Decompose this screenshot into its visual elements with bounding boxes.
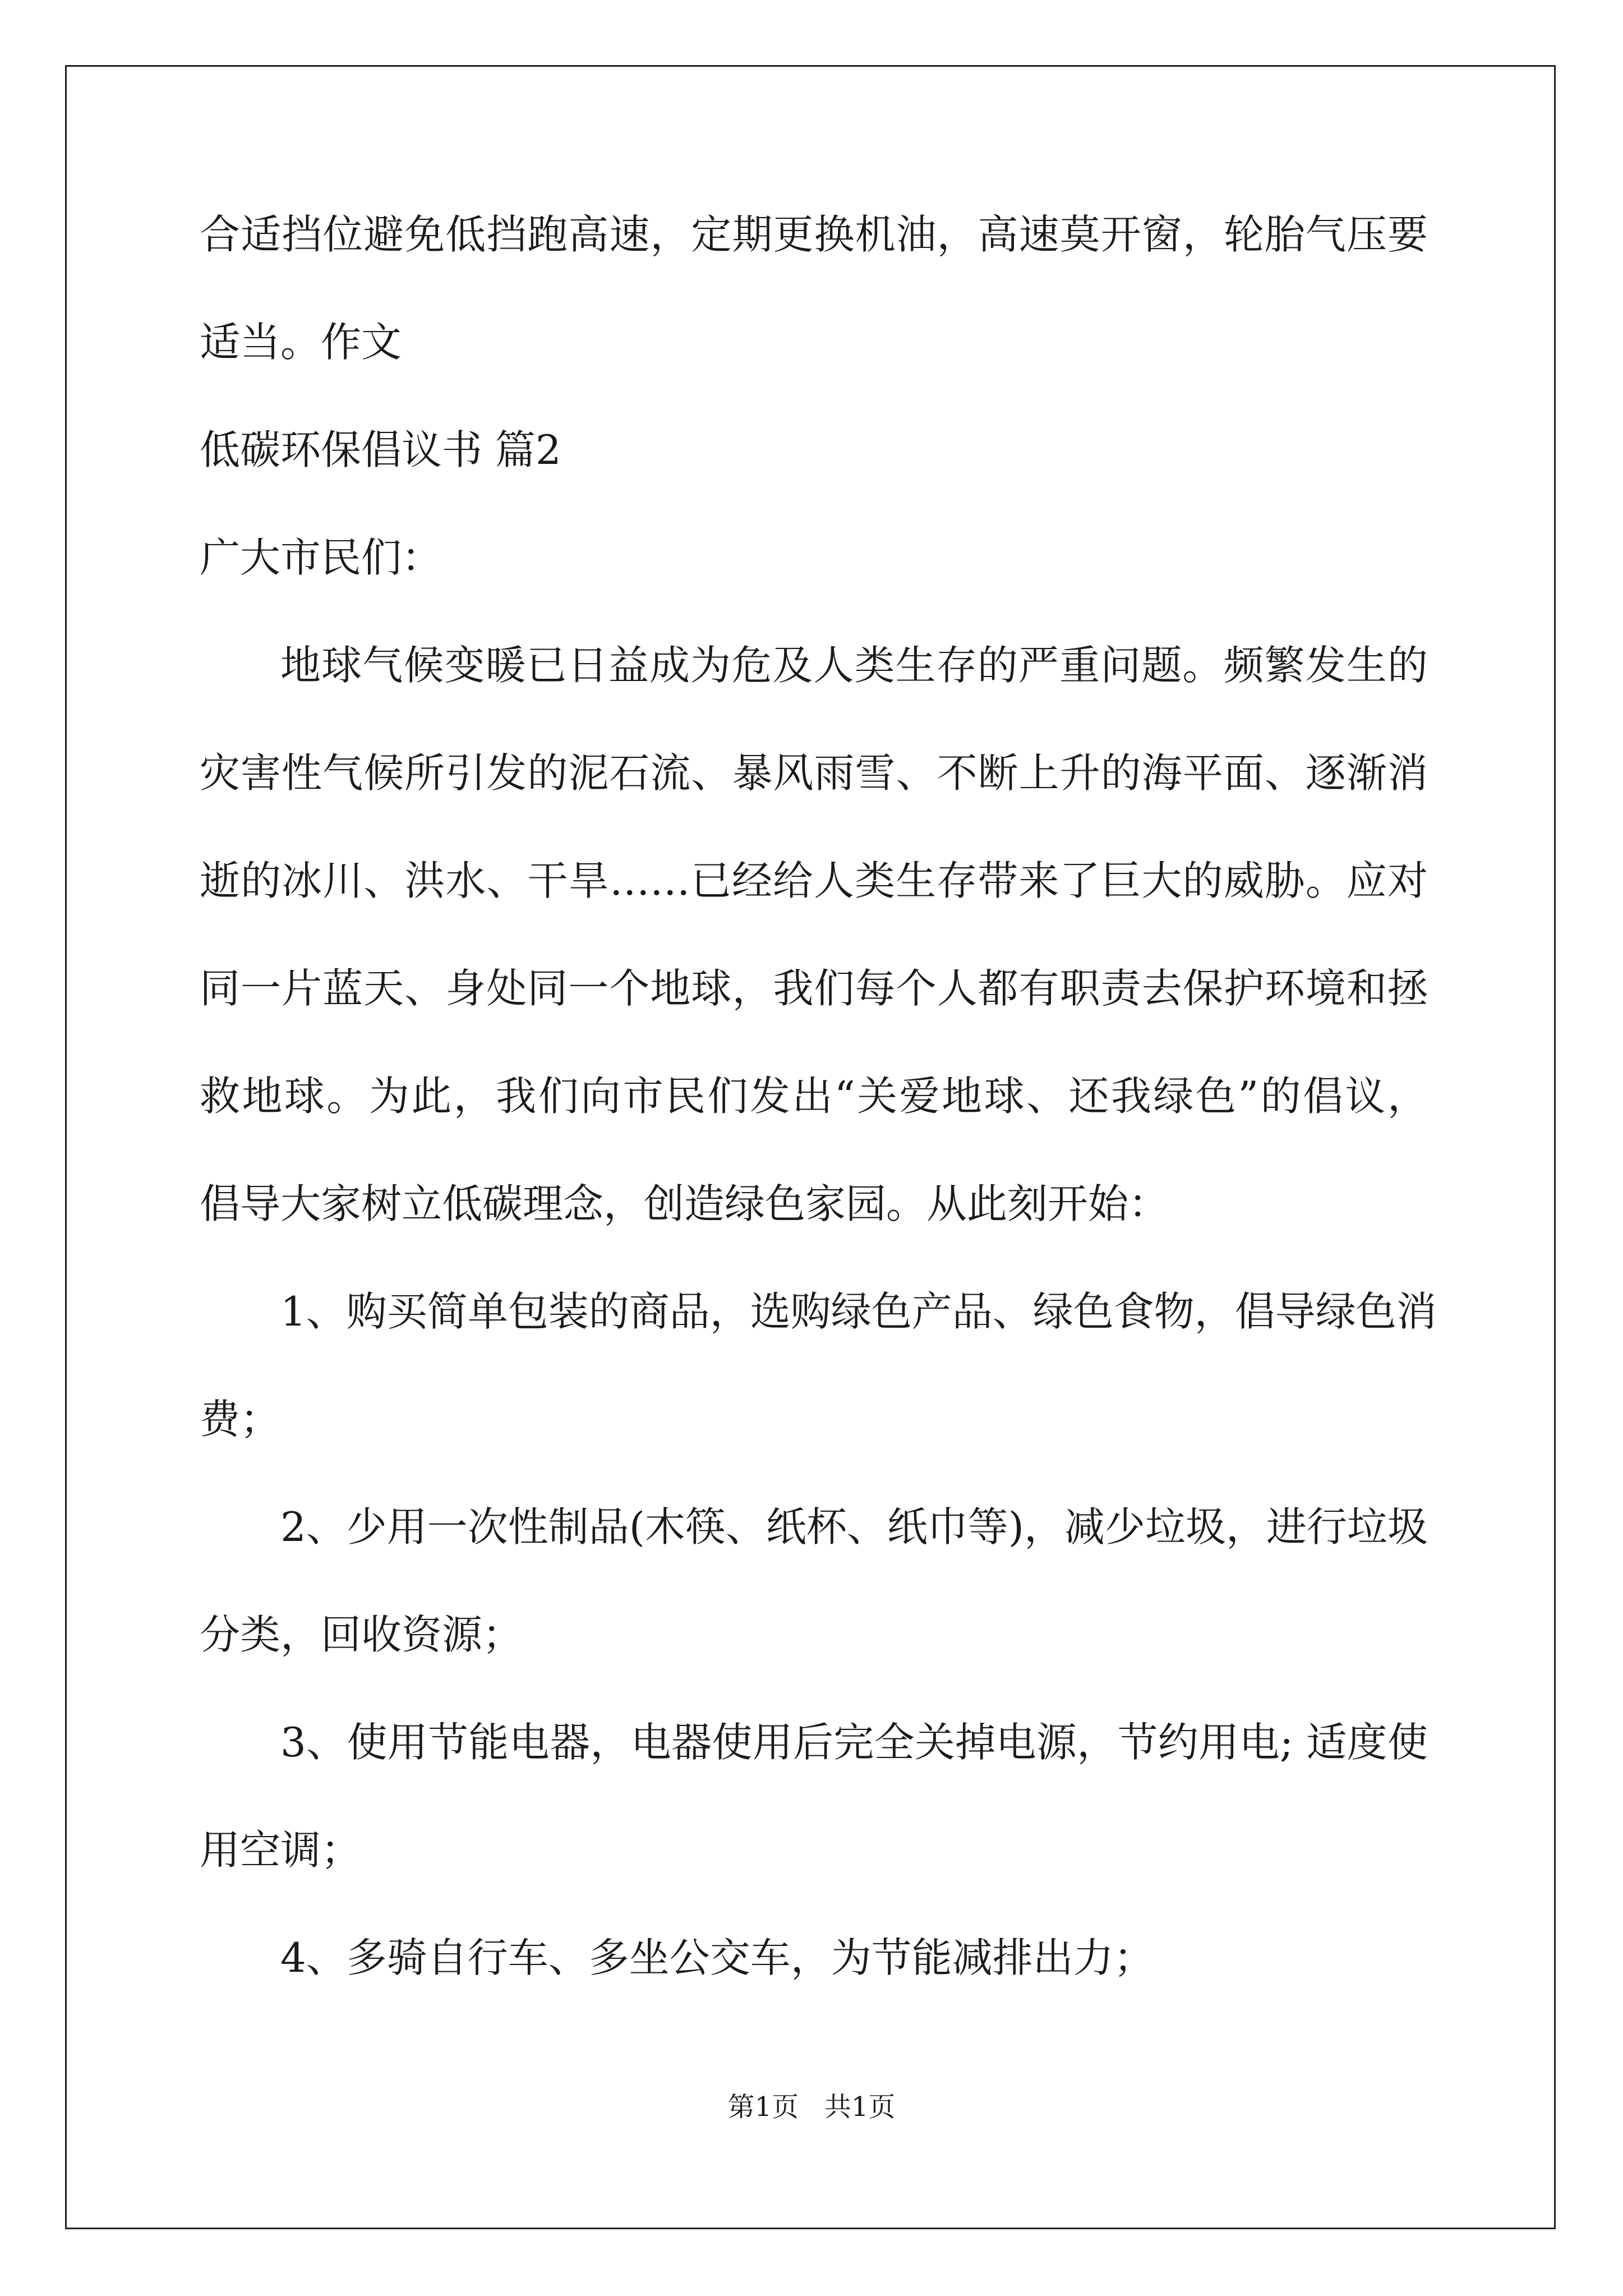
- page-footer: 第1页 共1页: [727, 2091, 896, 2123]
- text-line: 救地球。为此，我们向市民们发出“关爱地球、还我绿色”的倡议，: [200, 1073, 1428, 1120]
- text-line: 地球气候变暖已日益成为危及人类生存的严重问题。频繁发生的: [280, 642, 1428, 689]
- text-line: 1、购买简单包装的商品，选购绿色产品、绿色食物，倡导绿色消: [280, 1288, 1437, 1335]
- text-line: 倡导大家树立低碳理念，创造绿色家园。从此刻开始：: [200, 1180, 1169, 1227]
- text-line: 分类，回收资源；: [200, 1611, 523, 1658]
- text-line: 广大市民们：: [200, 534, 442, 581]
- text-line: 费；: [200, 1396, 281, 1443]
- text-line: 用空调；: [200, 1826, 362, 1874]
- text-line: 3、使用节能电器，电器使用后完全关掉电源，节约用电; 适度使: [280, 1719, 1428, 1766]
- text-line: 同一片蓝天、身处同一个地球，我们每个人都有职责去保护环境和拯: [200, 965, 1428, 1012]
- text-line: 低碳环保倡议书 篇2: [200, 426, 561, 473]
- text-line: 适当。作文: [200, 319, 402, 366]
- text-line: 4、多骑自行车、多坐公交车，为节能减排出力；: [280, 1934, 1154, 1981]
- text-line: 灾害性气候所引发的泥石流、暴风雨雪、不断上升的海平面、逐渐消: [200, 749, 1428, 797]
- text-line: 逝的冰川、洪水、干旱……已经给人类生存带来了巨大的威胁。应对: [200, 857, 1428, 904]
- text-line: 合适挡位避免低挡跑高速，定期更换机油，高速莫开窗，轮胎气压要: [200, 211, 1428, 258]
- text-line: 2、少用一次性制品(木筷、纸杯、纸巾等)，减少垃圾，进行垃圾: [280, 1503, 1428, 1550]
- document-body: [200, 208, 1437, 2039]
